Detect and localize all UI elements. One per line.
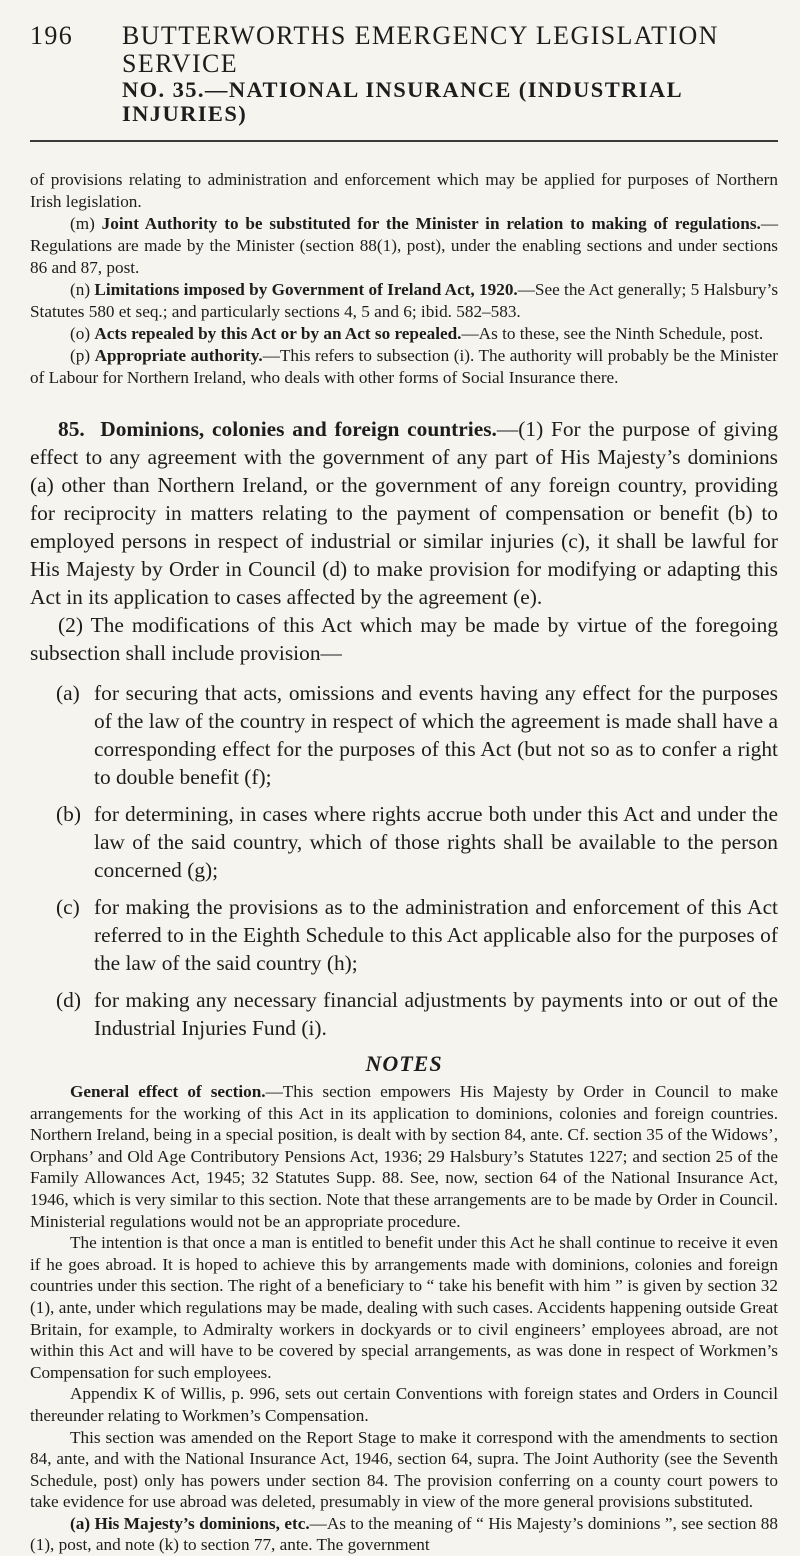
note-p: (p) Appropriate authority.—This refers to subsection (i). The authority will probably be the Minister of Labour for Northern Ireland, who deals with other forms of Social Insurance there. [30,346,779,387]
section-heading: Dominions, colonies and foreign countries. [100,417,497,441]
note-a-dominions: (a) His Majesty’s dominions, etc.—As to the meaning of “ His Majesty’s dominions ”, see section 88 (1), post, and note (k) to section 77, ante. The government [30,1513,778,1555]
list-item: (c) for making the provisions as to the administration and enforcement of this Act referred to in the Eighth Schedule to this Act applicable also for the purposes of the law of the said country (h); [56,895,778,975]
note-o: (o) Acts repealed by this Act or by an Act so repealed.—As to these, see the Ninth Schedule, post. [70,324,764,343]
note-amendment: This section was amended on the Report Stage to make it correspond with the amendments to section 84, ante, and with the National Insurance Act, 1946, section 64, supra. The Joint Authority (see the Seventh Schedule, post) only has powers under section 84. The provision conferring on a county court powers to take evidence for use abroad was deleted, presumably in view of the more general provisions substituted. [30,1427,778,1512]
list-item: (d) for making any necessary financial adjustments by payments into or out of the Industrial Injuries Fund (i). [56,988,778,1040]
note-continuation: of provisions relating to administration and enforcement which may be applied for purposes of Northern Irish legislation. [30,170,778,211]
note-appendix-k: Appendix K of Willis, p. 996, sets out certain Conventions with foreign states and Orders in Council thereunder relating to Workmen’s Compensation. [30,1384,778,1425]
note-m: (m) Joint Authority to be substituted for the Minister in relation to making of regulations.—Regulations are made by the Minister (section 88(1), post), under the enabling sections and under sections 86 and 87, post. [30,214,779,277]
page-number: 196 [30,21,74,50]
provision-list [30,679,778,1042]
section-85-subsection-2: (2) The modifications of this Act which may be made by virtue of the foregoing subsection shall include provision— [30,613,778,665]
header-divider [30,140,778,142]
notes-heading: NOTES [365,1051,443,1076]
list-item: (a) for securing that acts, omissions and events having any effect for the purposes of the law of the country in respect of which the agreement is made shall have a corresponding effect for the purposes of this Act (but not so as to confer a right to double benefit (f); [56,681,778,789]
notes-section [30,1051,778,1556]
section-85-subsection-1: 85. Dominions, colonies and foreign countries.—(1) For the purpose of giving effect to any agreement with the government of any part of His Majesty’s dominions (a) other than Northern Ireland, or the government of any foreign country, providing for reciprocity in matters relating to the payment of compensation or benefit (b) to employed persons in respect of industrial or similar injuries (c), it shall be lawful for His Majesty by Order in Council (d) to make provision for modifying or adapting this Act in its application to cases affected by the agreement (e). [30,417,778,609]
note-general-effect: General effect of section.—This section empowers His Majesty by Order in Council to make arrangements for the working of this Act in its application to dominions, colonies and foreign countries. Northern Ireland, being in a special position, is dealt with by section 84, ante. Cf. section 35 of the Widows’, Orphans’ and Old Age Contributory Pensions Act, 1936; 29 Halsbury’s Statutes 1227; and section 25 of the Family Allowances Act, 1945; 32 Statutes Supp. 88. See, now, section 64 of the National Insurance Act, 1946, which is very similar to this section. Note that these arrangements are to be made by Order in Council. Ministerial regulations would not be an appropriate procedure. [30,1082,779,1231]
list-item: (b) for determining, in cases where rights accrue both under this Act and under the law of the said country, which of those rights shall be available to the person concerned (g); [56,802,778,882]
running-header [30,0,778,142]
series-title: BUTTERWORTHS EMERGENCY LEGISLATION SERVICE [122,21,719,78]
note-intention: The intention is that once a man is entitled to benefit under this Act he shall continue to receive it even if he goes abroad. It is hoped to achieve this by arrangements made with dominions, colonies and foreign countries under this section. The right of a beneficiary to “ take his benefit with him ” is given by section 32 (1), ante, under which regulations may be made, dealing with such cases. Accidents happening outside Great Britain, for example, to Admiralty workers in dockyards or to civil engineers’ employees abroad, are not within this Act and will have to be covered by special arrangements, as was done in respect of Workmen’s Compensation for such employees. [30,1233,778,1382]
statute-title: NO. 35.—NATIONAL INSURANCE (INDUSTRIAL INJURIES) [122,77,682,126]
continued-notes [30,169,778,389]
section-85 [30,415,778,1042]
note-n: (n) Limitations imposed by Government of Ireland Act, 1920.—See the Act generally; 5 Halsbury’s Statutes 580 et seq.; and particularly sections 4, 5 and 6; ibid. 582–583. [30,280,779,321]
section-number: 85. [58,417,85,441]
